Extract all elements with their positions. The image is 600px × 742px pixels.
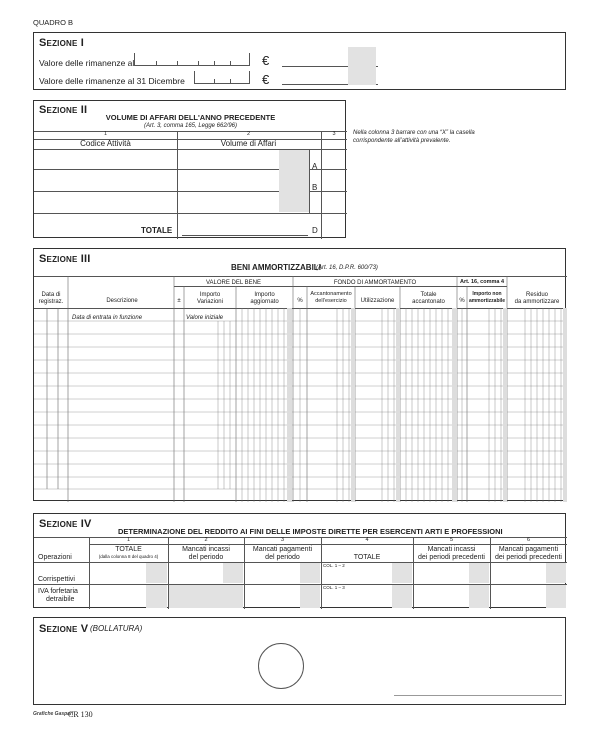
section-3 [33, 248, 566, 501]
col-data-2: registraz. [38, 299, 64, 305]
h4-mancati-pagamenti-sub: del periodo [265, 554, 300, 561]
section-1 [33, 32, 566, 90]
amount-shaded-box[interactable] [348, 47, 376, 85]
rimanenze-iniziali-label: Valore delle rimanenze al [39, 58, 135, 68]
col-descrizione: Descrizione [106, 298, 138, 304]
col4-num-2: 2 [204, 537, 208, 543]
euro-symbol-1: € [262, 53, 270, 68]
letter-b: B [312, 183, 318, 192]
col-1-num: 1 [103, 131, 108, 137]
totale-label-s2: TOTALE [141, 226, 173, 235]
section-4 [33, 513, 566, 608]
date-field-start[interactable] [134, 53, 250, 66]
col-percent: % [297, 298, 303, 304]
col-non-amm-2: ammortizzabile [468, 298, 506, 304]
col-percent-2: % [459, 298, 465, 304]
grp-fondo-ammortamento: FONDO DI AMMORTAMENTO [333, 280, 417, 286]
h4-mancati-incassi: Mancati incassi [182, 546, 230, 553]
h4-totale-sub: (dalla colonna 8 del quadro 4) [98, 554, 159, 559]
operazioni-label: Operazioni [38, 554, 72, 561]
h4-totale: TOTALE [115, 546, 142, 553]
beni-ammortizzabili-grid[interactable] [34, 249, 567, 502]
col-residuo-2: da ammortizzare [514, 299, 560, 305]
quadro-label: QUADRO B [33, 18, 74, 27]
col4-num-3: 3 [280, 537, 285, 543]
section-5-sub: (BOLLATURA) [90, 624, 143, 633]
section-2-sub: (Art. 3, comma 165, Legge 662/96) [143, 123, 238, 129]
col-importo-1: Importo [199, 292, 221, 298]
col-plusminus: ± [177, 298, 181, 304]
section-3-sub: (Art. 16, D.P.R. 600/73) [316, 265, 378, 271]
corrispettivi-label: Corrispettivi [38, 576, 75, 583]
date-field-end[interactable] [194, 71, 250, 84]
col-3-num: 3 [332, 131, 336, 137]
section-3-title: Sezione III [39, 253, 91, 265]
col-data-1: Data di [41, 292, 61, 298]
note-entrata-funzione: Data di entrata in funzione [72, 315, 143, 321]
stamp-circle [258, 643, 304, 689]
brand-logo: Grafiche Gaspari [33, 711, 74, 717]
col-non-amm-1: Importo non [472, 291, 502, 297]
iva-forfetaria-label-2: detraibile [46, 596, 75, 603]
letter-d: D [312, 226, 318, 235]
col-accantonamento-2: dell’esercizio [315, 298, 347, 304]
section-2-heading: VOLUME DI AFFARI DELL'ANNO PRECEDENTE [105, 113, 276, 122]
h4-incassi-prec: Mancati incassi [427, 546, 476, 553]
letter-a: A [312, 162, 318, 171]
section-5 [33, 617, 566, 705]
note-valore-iniziale: Valore iniziale [186, 315, 224, 321]
col-1-3-hint: COL. 1 – 3 [323, 585, 345, 590]
volume-affari-header: Volume di Affari [220, 139, 277, 148]
col-importo-2: Variazioni [197, 299, 223, 305]
codice-attivita-header: Codice Attività [80, 139, 131, 148]
section-1-title: Sezione I [39, 37, 85, 49]
section-5-title: Sezione V [39, 623, 89, 635]
col4-num-4: 4 [365, 537, 369, 543]
rimanenze-finali-label: Valore delle rimanenze al 31 Dicembre [39, 76, 185, 86]
section-4-title: Sezione IV [39, 518, 92, 530]
col-totale-2: accantonato [412, 299, 445, 305]
col-accantonamento-1: Accantonamento [310, 291, 352, 297]
h4-pagamenti-prec: Mancati pagamenti [498, 546, 559, 553]
col-1-2-hint: COL. 1 – 2 [323, 563, 345, 568]
col4-num-1: 1 [126, 537, 131, 543]
section-2 [33, 100, 346, 238]
col-2-num: 2 [246, 131, 251, 137]
col-aggiornato-2: aggiornato [250, 299, 279, 305]
section-3-heading: BENI AMMORTIZZABILI [231, 263, 321, 272]
form-code: CR 130 [68, 710, 93, 719]
iva-forfetaria-label: IVA forfetaria [38, 588, 78, 595]
h4-mancati-incassi-sub: del periodo [188, 554, 224, 561]
col-utilizzazione: Utilizzazione [360, 298, 395, 304]
grp-valore-bene: VALORE DEL BENE [205, 280, 262, 286]
section-4-heading: DETERMINAZIONE DEL REDDITO AI FINI DELLE IMPOSTE DIRETTE PER ESERCENTI ARTI E PROFESSIONI [118, 527, 503, 536]
section-2-title: Sezione II [39, 104, 88, 116]
col4-num-5: 5 [449, 537, 454, 543]
col-aggiornato-1: Importo [254, 292, 275, 298]
h4-incassi-prec-sub: dei periodi precedenti [418, 554, 485, 561]
h4-totale-col4: TOTALE [353, 554, 381, 561]
col-totale-1: Totale [420, 292, 437, 298]
h4-mancati-pagamenti: Mancati pagamenti [252, 546, 313, 553]
signature-line[interactable] [394, 695, 562, 696]
col4-num-6: 6 [526, 537, 531, 543]
col-residuo-1: Residuo [525, 292, 548, 298]
s2-note-line-1: Nella colonna 3 barrare con una “X” la casella [353, 130, 475, 136]
h4-pagamenti-prec-sub: dei periodi precedenti [495, 554, 562, 561]
s2-note-line-2: corrispondente all’attività prevalente. [353, 138, 451, 144]
euro-symbol-2: € [262, 72, 270, 87]
grp-art16: Art. 16, comma 4 [459, 279, 505, 285]
